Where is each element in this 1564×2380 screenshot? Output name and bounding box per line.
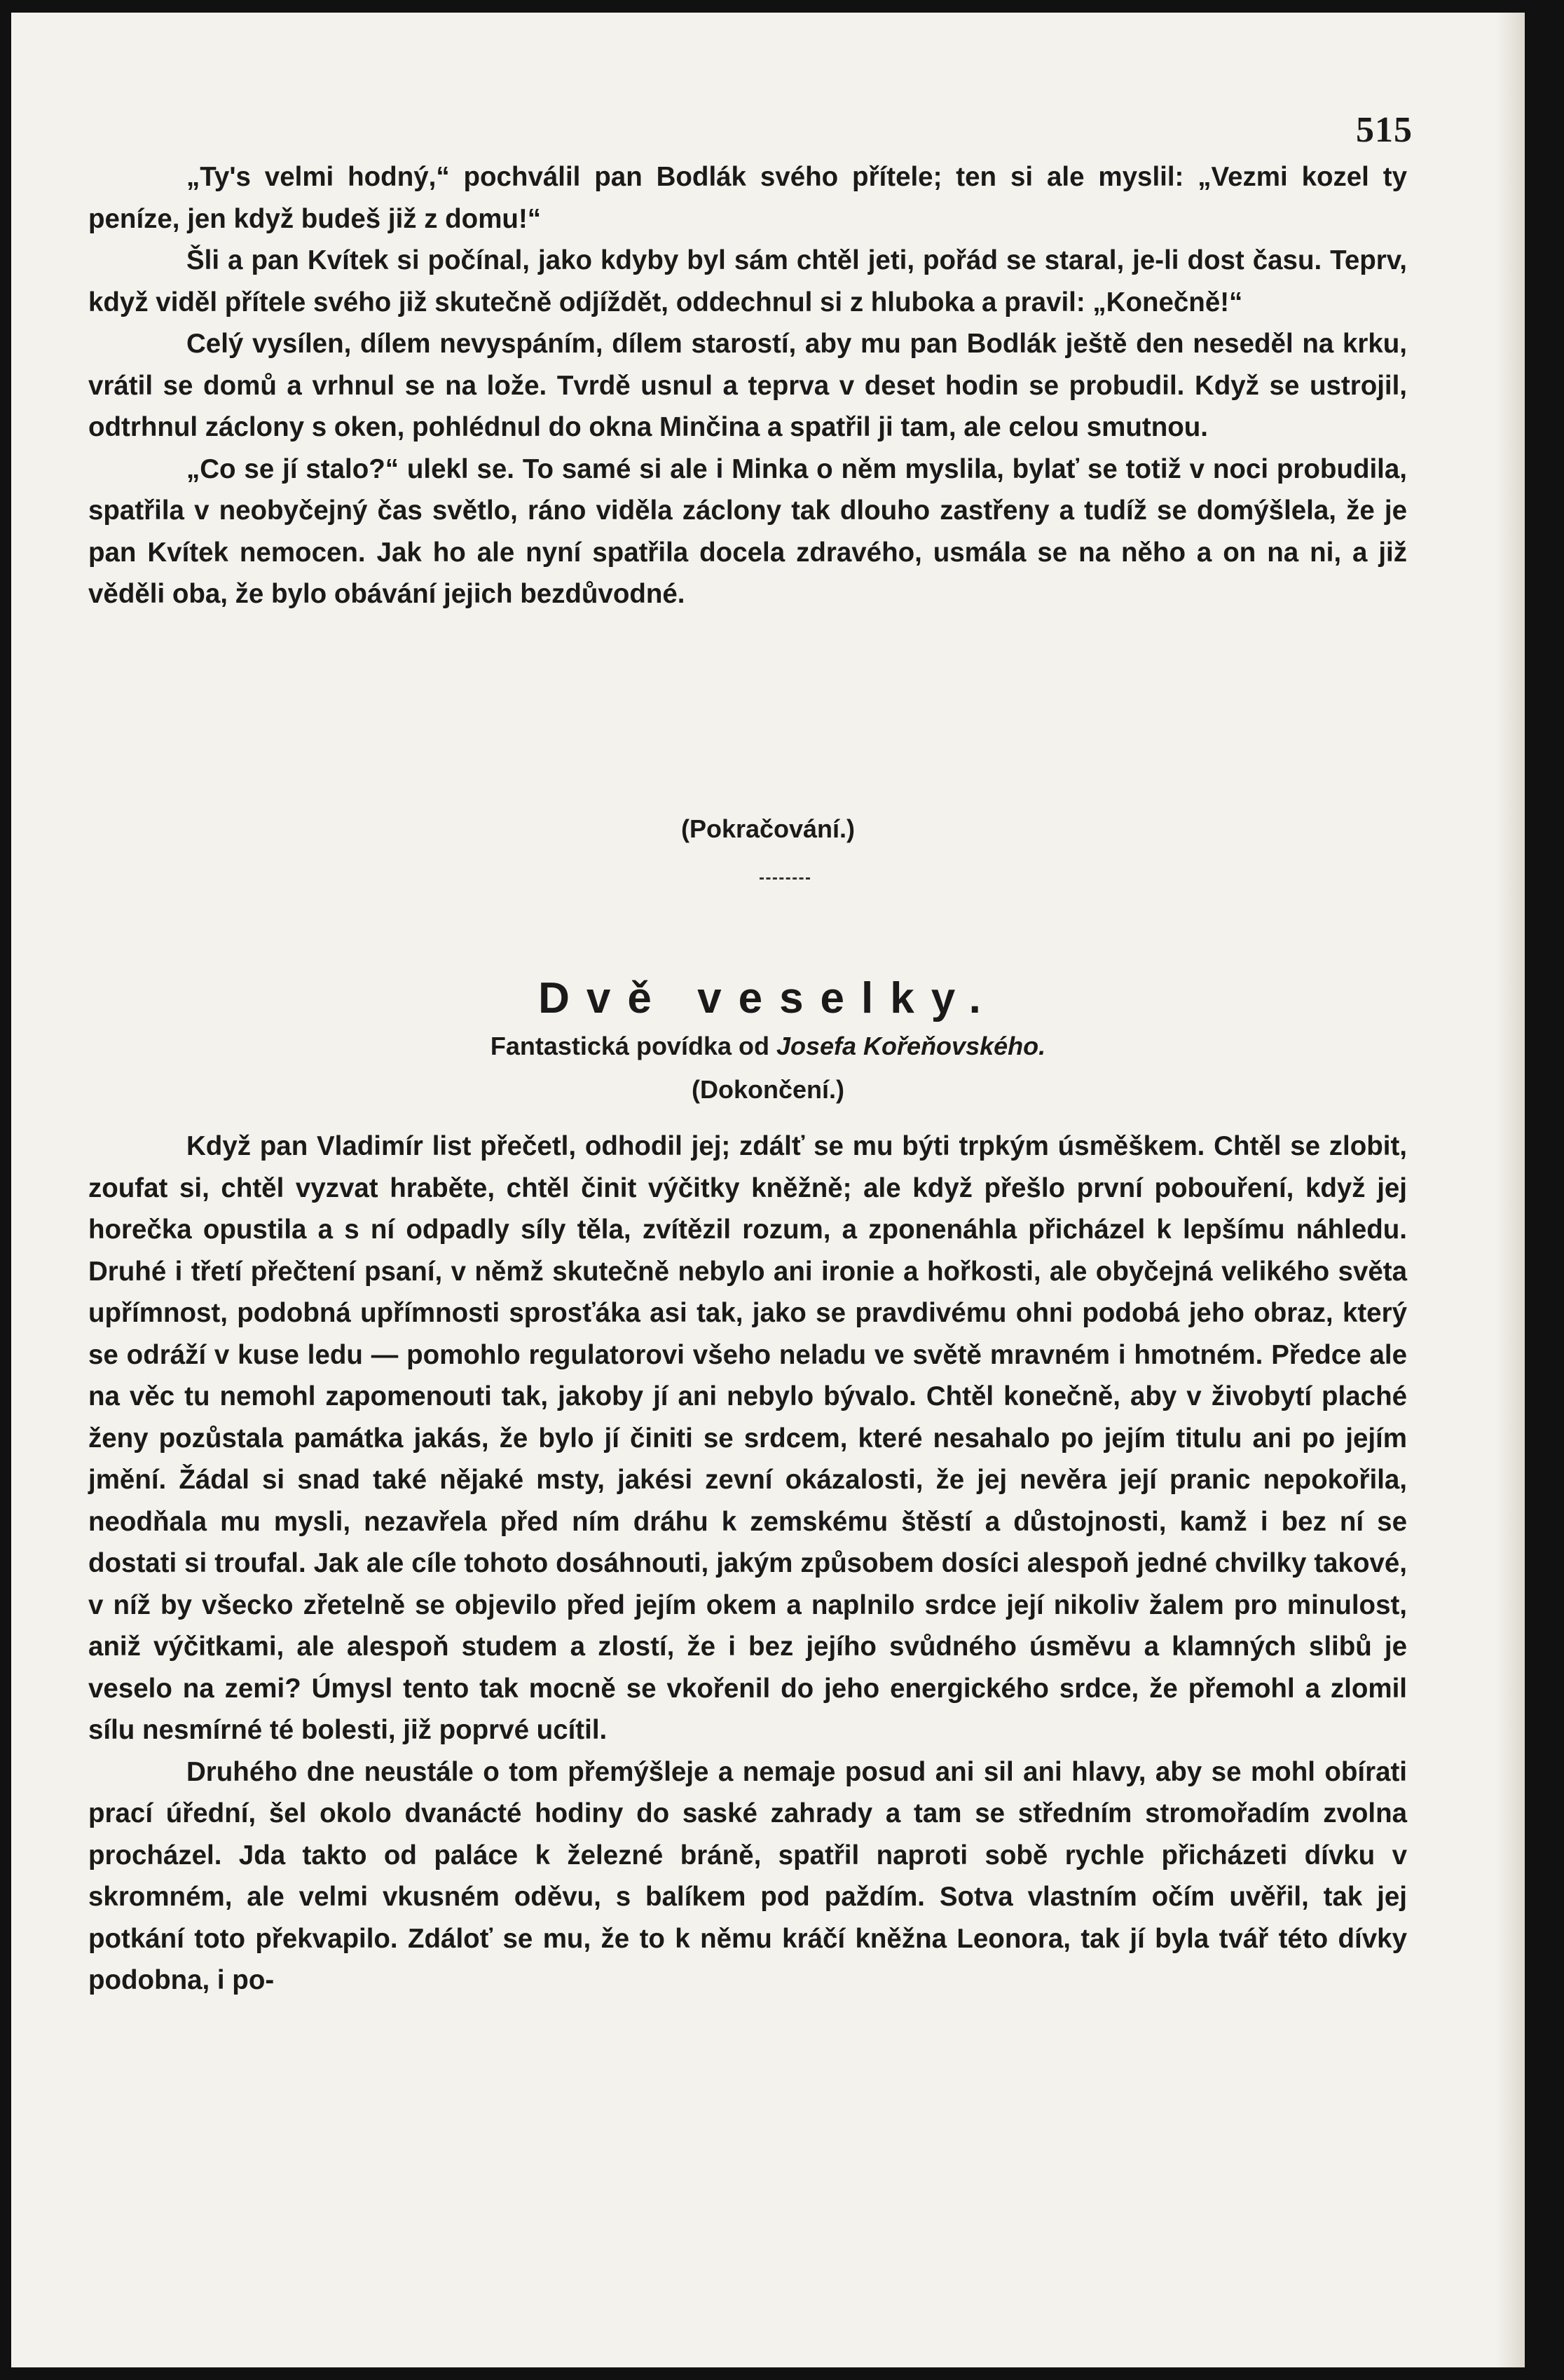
- story-subtitle: [11, 1029, 1525, 1064]
- continuation-note: (Pokračování.): [680, 814, 856, 843]
- page-number: 515: [1356, 110, 1413, 150]
- story-text: [88, 1126, 1407, 2002]
- story-author: Josefa Kořeňovského.: [776, 1032, 1046, 1060]
- paragraph: „Co se jí stalo?“ ulekl se. To samé si ale i Minka o něm myslila, bylať se totiž v noci probudila, spatřila v neobyčejný čas světlo, ráno viděla záclony tak dlouho zastřeny a tudíž se domýšlela, že je pan Kvítek nemocen. Jak ho ale nyní spatřila docela zdravého, usmála se na něho a on na ni, a již věděli oba, že bylo obávání jejich bezdůvodné.: [88, 453, 1407, 609]
- subtitle-prefix: Fantastická povídka od: [490, 1032, 769, 1060]
- story-title: Dvě veselky.: [538, 974, 998, 1023]
- previous-story-text: [88, 156, 1407, 615]
- page-edge-shadow: [1497, 13, 1525, 2367]
- paragraph: Celý vysílen, dílem nevyspáním, dílem starostí, aby mu pan Bodlák ještě den neseděl na krku, vrátil se domů a vrhnul se na lože. Tvrdě usnul a teprva v deset hodin se probudil. Když se ustrojil, odtrhnul záclony s oken, pohlédnul do okna Minčina a spatřil ji tam, ale celou smutnou.: [88, 329, 1407, 442]
- paragraph: „Ty's velmi hodný,“ pochválil pan Bodlák svého přítele; ten si ale myslil: „Vezmi kozel ty peníze, jen když budeš již z domu!“: [88, 162, 1407, 234]
- section-divider: [760, 877, 810, 880]
- paragraph: Druhého dne neustále o tom přemýšleje a nemaje posud ani sil ani hlavy, aby se mohl obírati prací úřední, šel okolo dvanácté hodiny do saské zahrady a tam se středním stromořadím zvolna procházel. Jda takto od paláce k železné bráně, spatřil naproti sobě rychle přicházeti dívku v skromném, ale velmi vkusném oděvu, s balíkem pod paždím. Sotva vlastním očím uvěřil, tak jej potkání toto překvapilo. Zdáloť se mu, že to k němu kráčí kněžna Leonora, tak jí byla tvář této dívky podobna, i po-: [88, 1756, 1407, 1995]
- story-status-note: (Dokončení.): [691, 1075, 844, 1104]
- paragraph: Šli a pan Kvítek si počínal, jako kdyby byl sám chtěl jeti, pořád se staral, je-li dost času. Teprv, když viděl přítele svého již skutečně odjíždět, oddechnul si z hluboka a pravil: „Konečně!“: [88, 245, 1407, 317]
- scanned-page: [11, 13, 1525, 2367]
- paragraph: Když pan Vladimír list přečetl, odhodil jej; zdálť se mu býti trpkým úsměškem. Chtěl se zlobit, zoufat si, chtěl vyzvat hraběte, chtěl činit výčitky kněžně; ale když přešlo první pobouření, když jej horečka opustila a s ní odpadly síly těla, zvítězil rozum, a zponenáhla přicházel k lepšímu náhledu. Druhé i třetí přečtení psaní, v němž skutečně nebylo ani ironie a hořkosti, ale obyčejná velikého světa upřímnost, podobná upřímnosti sprosťáka asi tak, jako se pravdivému ohni podobá jeho obraz, který se odráží v kuse ledu — pomohlo regulatorovi všeho neladu ve světě mravném i hmotném. Předce ale na věc tu nemohl zapomenouti tak, jakoby jí ani nebylo bývalo. Chtěl konečně, aby v živobytí plaché ženy pozůstala památka jakás, že bylo jí činiti se srdcem, které nesahalo po jejím titulu ani po jejím jmění. Žádal si snad také nějaké msty, jakési zevní okázalosti, že jej nevěra její pranic nepokořila, neodňala mu mysli, nezavřela před ním dráhu k zemskému štěstí a důstojnosti, kamž i bez ní se dostati si troufal. Jak ale cíle tohoto dosáhnouti, jakým způsobem dosíci alespoň jedné chvilky takové, v níž by všecko zřetelně se objevilo před jejím okem a naplnilo srdce její nikoliv žalem pro minulost, aniž výčitkami, ale alespoň studem a zlostí, že i bez jejího svůdného úsměvu a klamných slibů je veselo na zemi? Úmysl tento tak mocně se vkořenil do jeho energického srdce, že přemohl a zlomil sílu nesmírné té bolesti, již poprvé ucítil.: [88, 1131, 1407, 1745]
